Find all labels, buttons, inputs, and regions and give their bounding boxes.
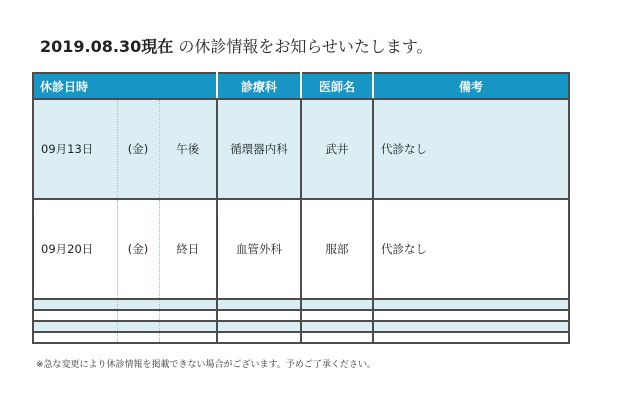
cell-day: (金) [117,99,159,199]
cell-department: 血管外科 [217,199,301,299]
closure-schedule-table [32,72,570,344]
cell-note: 代診なし [373,199,569,299]
cell-day: (金) [117,199,159,299]
header-note: 備考 [373,73,569,99]
cell-period: 午後 [159,99,217,199]
cell-period [159,299,217,310]
cell-department [217,321,301,332]
cell-department [217,332,301,343]
cell-date [33,299,117,310]
cell-day [117,332,159,343]
cell-department [217,310,301,321]
disclaimer-note: ※急な変更により休診情報を掲載できない場合がございます。予めご了承ください。 [36,360,376,370]
table-row [33,199,569,299]
cell-day [117,310,159,321]
heading-text: の休診情報をお知らせいたします。 [173,37,433,56]
cell-day [117,321,159,332]
cell-note [373,310,569,321]
cell-date [33,310,117,321]
cell-department [217,299,301,310]
table-row [33,99,569,199]
cell-period [159,321,217,332]
cell-doctor: 服部 [301,199,373,299]
cell-date [33,332,117,343]
table-header-row [33,73,569,99]
cell-note [373,332,569,343]
cell-department: 循環器内科 [217,99,301,199]
table-row [33,299,569,310]
cell-note [373,321,569,332]
cell-date: 09月20日 [33,199,117,299]
cell-note: 代診なし [373,99,569,199]
cell-date [33,321,117,332]
page-heading [40,37,433,57]
cell-doctor: 武井 [301,99,373,199]
cell-date: 09月13日 [33,99,117,199]
cell-doctor [301,332,373,343]
cell-period: 終日 [159,199,217,299]
as-of-date: 2019.08.30現在 [40,37,174,56]
cell-doctor [301,310,373,321]
cell-doctor [301,299,373,310]
cell-note [373,299,569,310]
table-row [33,332,569,343]
table-row [33,321,569,332]
header-department: 診療科 [217,73,301,99]
cell-period [159,332,217,343]
header-closure-date: 休診日時 [33,73,217,99]
cell-doctor [301,321,373,332]
table-row [33,310,569,321]
cell-period [159,310,217,321]
cell-day [117,299,159,310]
header-doctor: 医師名 [301,73,373,99]
